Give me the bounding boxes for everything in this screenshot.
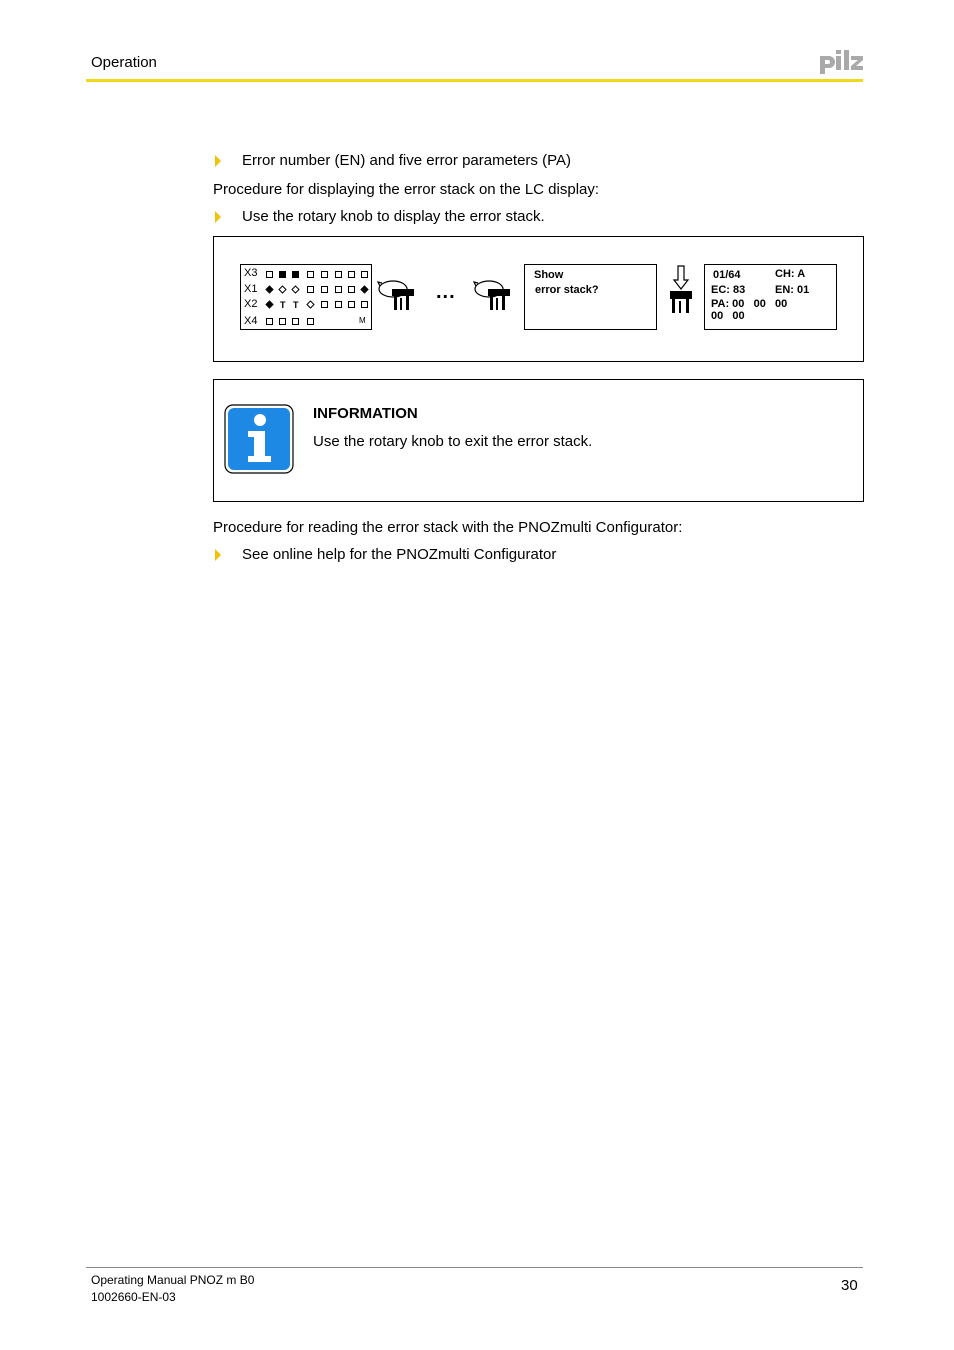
section-title: Operation [91,54,157,71]
row-label-x1: X1 [244,283,258,295]
footer-doc-number: 1002660-EN-03 [91,1290,176,1304]
error-channel: CH: A [775,268,806,280]
header-rule [86,79,863,82]
bullet-arrow-icon [215,211,221,223]
lcd-show-error-stack [524,264,657,330]
lcd-line-1: Show [534,269,564,281]
page-number: 30 [841,1277,858,1294]
footer-rule [86,1267,863,1268]
bullet-text: Use the rotary knob to display the error stack. [242,208,545,225]
figure-box [213,236,864,362]
footer-doc-title: Operating Manual PNOZ m B0 [91,1273,255,1287]
error-parameters-1: PA: 00 00 00 [711,298,788,310]
bullet-text: See online help for the PNOZmulti Configurator [242,546,557,563]
paragraph: Procedure for reading the error stack with the PNOZmulti Configurator: [213,519,683,536]
bullet-text: Error number (EN) and five error parameters (PA) [242,152,571,169]
paragraph: Procedure for displaying the error stack on the LC display: [213,181,600,198]
mode-indicator: M [359,316,366,325]
io-symbols [241,265,371,329]
lcd-error-entry [704,264,837,330]
information-icon [224,404,294,474]
information-text: Use the rotary knob to exit the error stack. [313,433,593,450]
rotary-knob-turn-icon [376,277,418,315]
ellipsis: ... [436,281,456,303]
rotary-knob-turn-icon [472,277,514,315]
row-label-x3: X3 [244,267,258,279]
row-label-x4: X4 [244,315,258,327]
information-box [213,379,864,502]
error-code: EC: 83 [711,284,746,296]
lcd-line-2: error stack? [535,284,599,296]
t-indicator: T [280,300,286,310]
bullet-arrow-icon [215,549,221,561]
t-indicator: T [293,300,299,310]
bullet-arrow-icon [215,155,221,167]
row-label-x2: X2 [244,298,258,310]
error-number: EN: 01 [775,284,810,296]
error-index: 01/64 [713,269,741,281]
pilz-logo [818,50,864,81]
lcd-io-status [240,264,372,330]
error-parameters-2: 00 00 [711,310,745,322]
rotary-knob-press-icon [668,265,694,315]
information-title: INFORMATION [313,405,418,422]
